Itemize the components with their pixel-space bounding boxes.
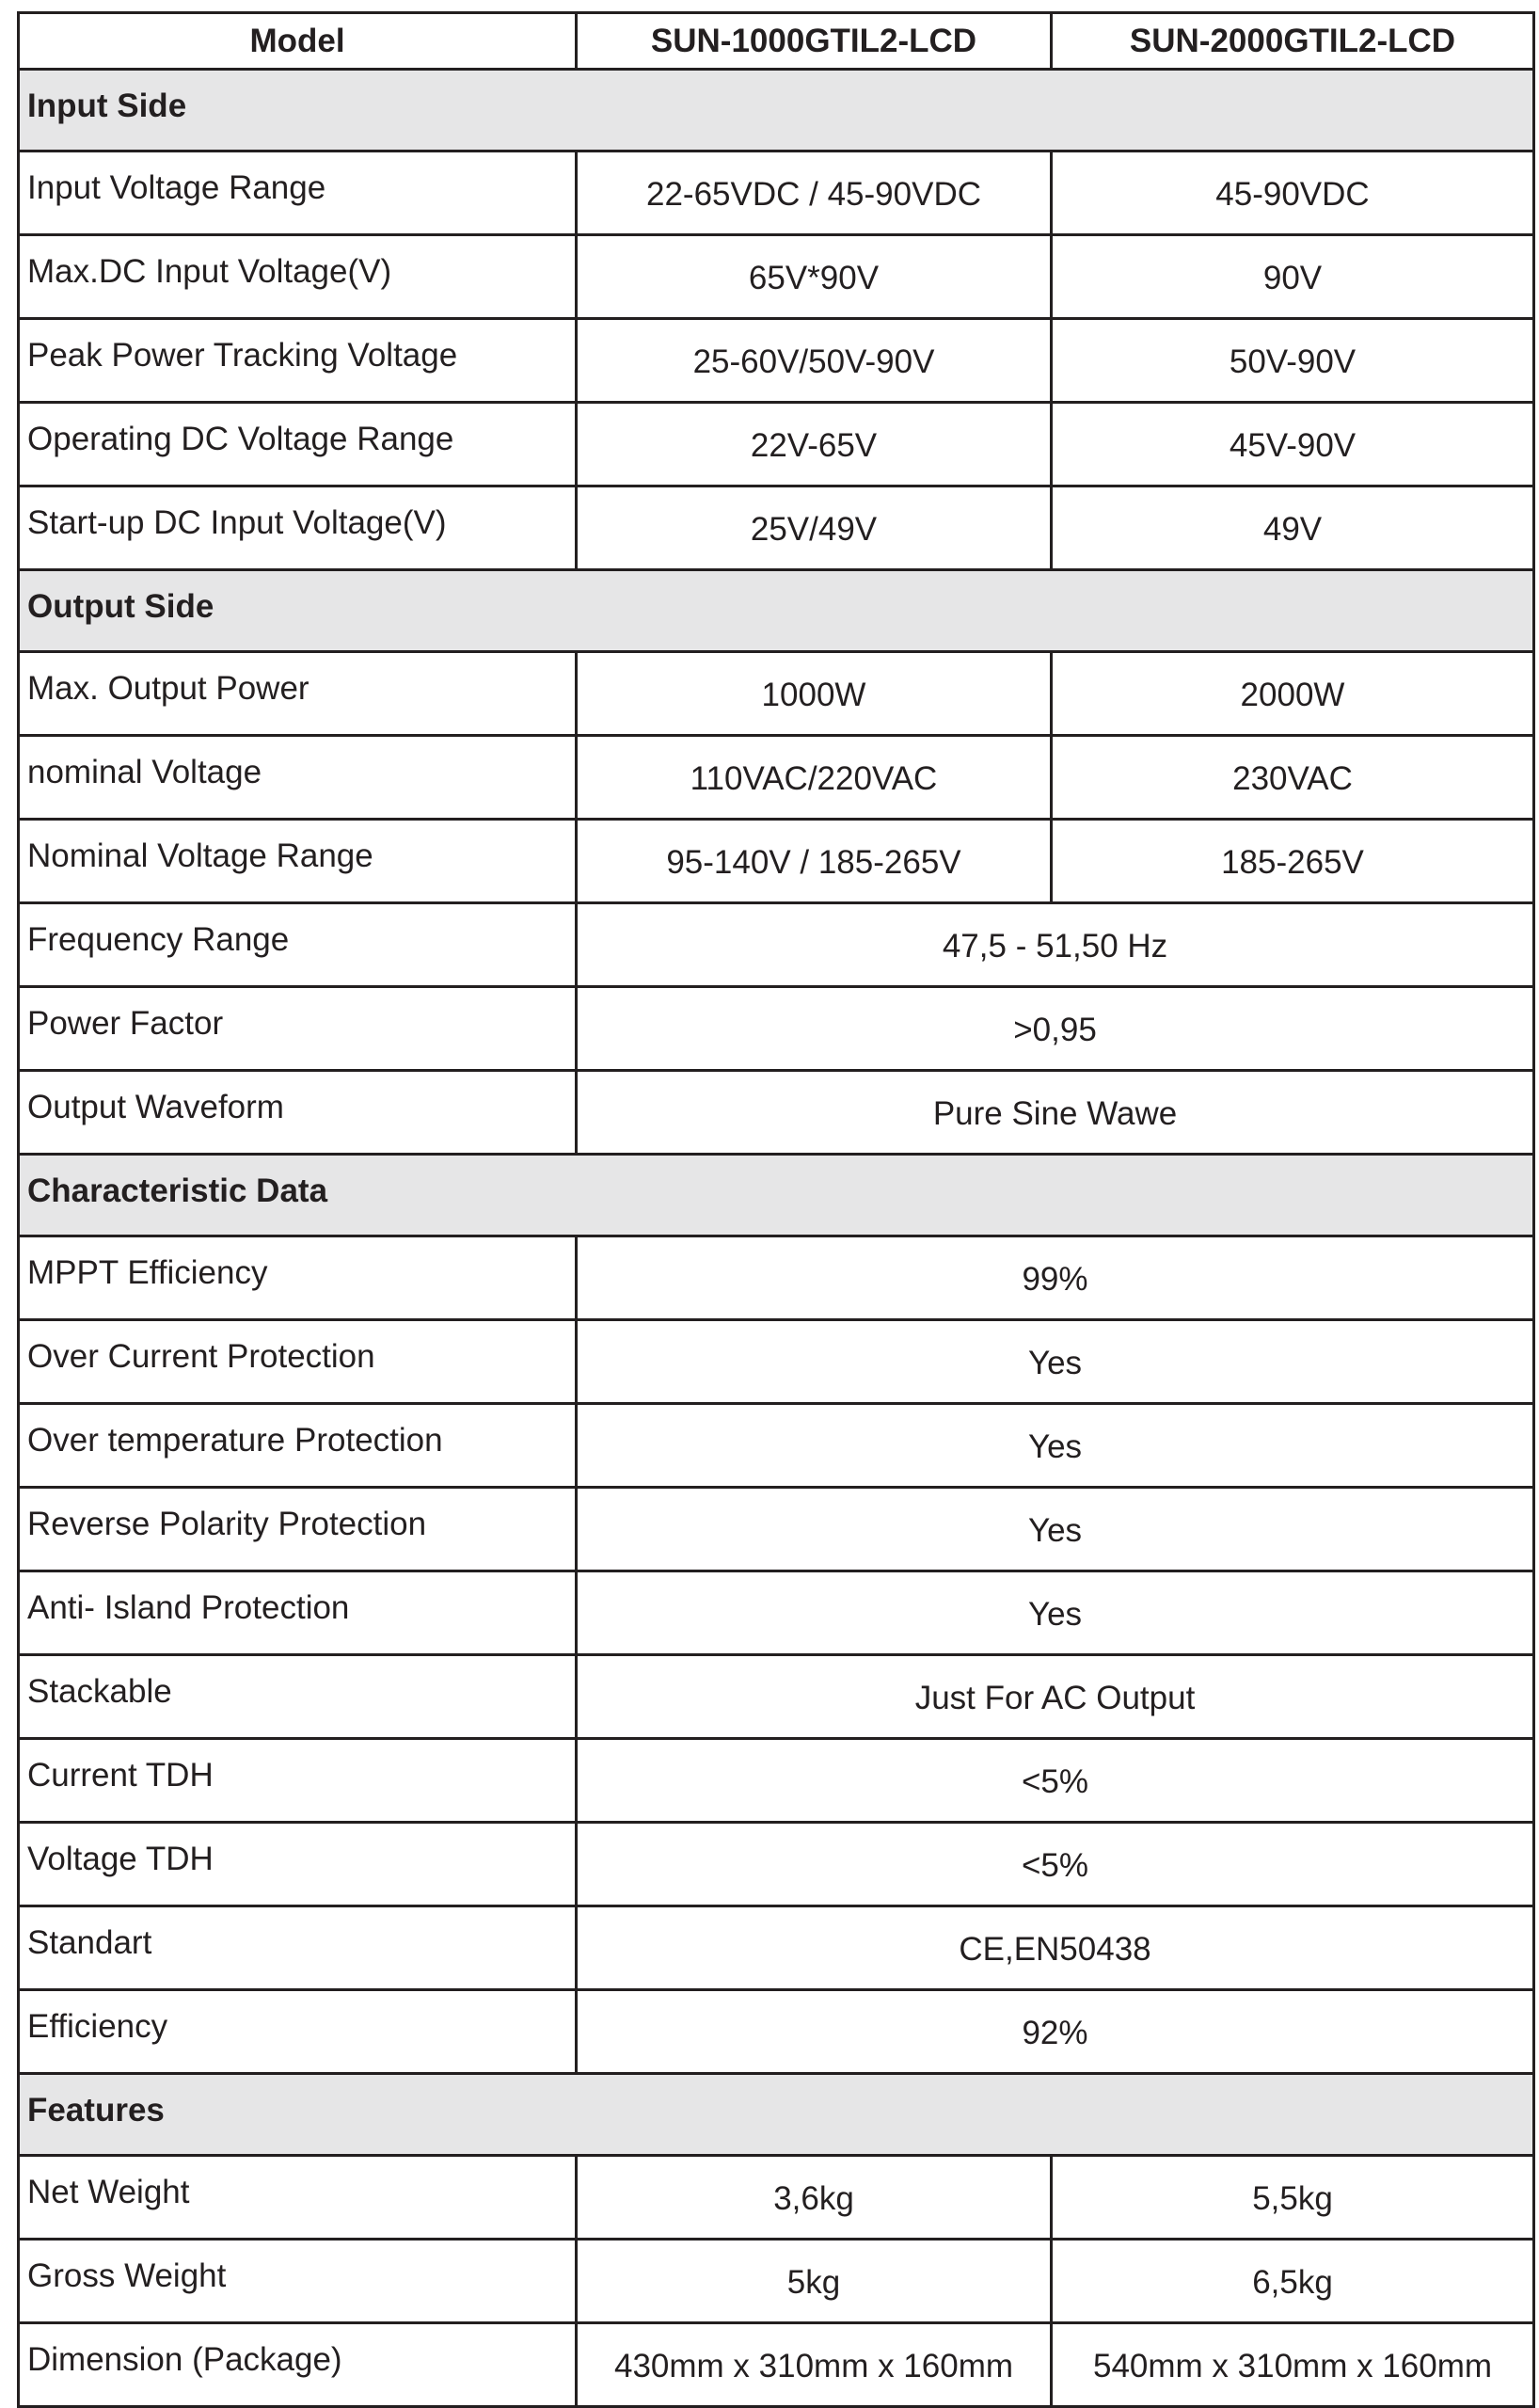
row-value-shared: <5% <box>577 1739 1534 1823</box>
table-row <box>19 1488 1534 1571</box>
row-value-shared: Just For AC Output <box>577 1655 1534 1739</box>
row-value-model-2: 230VAC <box>1052 736 1534 820</box>
table-row <box>19 403 1534 486</box>
row-value-shared: 47,5 - 51,50 Hz <box>577 903 1534 987</box>
table-row <box>19 2156 1534 2240</box>
spec-table <box>17 11 1535 2408</box>
section-title: Input Side <box>19 70 1534 151</box>
row-value-model-1: 5kg <box>577 2240 1052 2323</box>
table-row <box>19 1571 1534 1655</box>
section-header <box>19 2074 1534 2156</box>
header-model-2: SUN-2000GTIL2-LCD <box>1052 13 1534 70</box>
table-row <box>19 820 1534 903</box>
section-header <box>19 1155 1534 1236</box>
row-label: Input Voltage Range <box>19 151 577 235</box>
section-header <box>19 570 1534 652</box>
row-label: Anti- Island Protection <box>19 1571 577 1655</box>
row-label: Peak Power Tracking Voltage <box>19 319 577 403</box>
row-value-shared: Yes <box>577 1404 1534 1488</box>
row-value-shared: CE,EN50438 <box>577 1906 1534 1990</box>
row-value-model-1: 430mm x 310mm x 160mm <box>577 2323 1052 2407</box>
row-value-shared: 99% <box>577 1236 1534 1320</box>
row-value-model-2: 540mm x 310mm x 160mm <box>1052 2323 1534 2407</box>
row-value-model-1: 22-65VDC / 45-90VDC <box>577 151 1052 235</box>
row-value-shared: <5% <box>577 1823 1534 1906</box>
table-row <box>19 1990 1534 2074</box>
row-value-shared: Pure Sine Wawe <box>577 1071 1534 1155</box>
header-model-1: SUN-1000GTIL2-LCD <box>577 13 1052 70</box>
row-label: Frequency Range <box>19 903 577 987</box>
row-label: Over Current Protection <box>19 1320 577 1404</box>
table-row <box>19 2240 1534 2323</box>
row-value-model-1: 110VAC/220VAC <box>577 736 1052 820</box>
table-row <box>19 2323 1534 2407</box>
row-value-model-2: 90V <box>1052 235 1534 319</box>
row-label: Max. Output Power <box>19 652 577 736</box>
row-label: Voltage TDH <box>19 1823 577 1906</box>
row-value-model-1: 95-140V / 185-265V <box>577 820 1052 903</box>
row-label: Dimension (Package) <box>19 2323 577 2407</box>
row-label: Nominal Voltage Range <box>19 820 577 903</box>
row-value-model-2: 50V-90V <box>1052 319 1534 403</box>
table-row <box>19 736 1534 820</box>
section-title: Characteristic Data <box>19 1155 1534 1236</box>
row-label: Operating DC Voltage Range <box>19 403 577 486</box>
row-label: Reverse Polarity Protection <box>19 1488 577 1571</box>
section-title: Output Side <box>19 570 1534 652</box>
table-row <box>19 235 1534 319</box>
table-row <box>19 1823 1534 1906</box>
section-header <box>19 70 1534 151</box>
table-row <box>19 1320 1534 1404</box>
row-value-model-2: 5,5kg <box>1052 2156 1534 2240</box>
row-value-model-2: 185-265V <box>1052 820 1534 903</box>
table-row <box>19 652 1534 736</box>
row-label: Efficiency <box>19 1990 577 2074</box>
section-title: Features <box>19 2074 1534 2156</box>
table-row <box>19 987 1534 1071</box>
row-value-model-2: 45-90VDC <box>1052 151 1534 235</box>
table-row <box>19 1655 1534 1739</box>
row-label: Over temperature Protection <box>19 1404 577 1488</box>
row-value-model-2: 2000W <box>1052 652 1534 736</box>
row-label: Power Factor <box>19 987 577 1071</box>
spec-body <box>19 70 1534 2407</box>
table-row <box>19 903 1534 987</box>
row-value-shared: Yes <box>577 1571 1534 1655</box>
header-model: Model <box>19 13 577 70</box>
row-label: Max.DC Input Voltage(V) <box>19 235 577 319</box>
row-value-model-2: 6,5kg <box>1052 2240 1534 2323</box>
row-value-shared: Yes <box>577 1488 1534 1571</box>
row-value-model-1: 1000W <box>577 652 1052 736</box>
table-row <box>19 319 1534 403</box>
table-row <box>19 1404 1534 1488</box>
table-row <box>19 1739 1534 1823</box>
row-label: Net Weight <box>19 2156 577 2240</box>
header-row <box>19 13 1534 70</box>
table-row <box>19 1071 1534 1155</box>
row-value-model-1: 25V/49V <box>577 486 1052 570</box>
row-value-shared: 92% <box>577 1990 1534 2074</box>
row-value-model-1: 25-60V/50V-90V <box>577 319 1052 403</box>
row-value-model-1: 3,6kg <box>577 2156 1052 2240</box>
table-row <box>19 151 1534 235</box>
row-label: Current TDH <box>19 1739 577 1823</box>
row-value-model-2: 45V-90V <box>1052 403 1534 486</box>
row-value-model-1: 65V*90V <box>577 235 1052 319</box>
row-label: Gross Weight <box>19 2240 577 2323</box>
row-value-model-2: 49V <box>1052 486 1534 570</box>
row-label: Standart <box>19 1906 577 1990</box>
row-label: MPPT Efficiency <box>19 1236 577 1320</box>
row-label: Stackable <box>19 1655 577 1739</box>
row-label: nominal Voltage <box>19 736 577 820</box>
row-value-shared: Yes <box>577 1320 1534 1404</box>
row-value-model-1: 22V-65V <box>577 403 1052 486</box>
table-row <box>19 1906 1534 1990</box>
table-row <box>19 1236 1534 1320</box>
table-row <box>19 486 1534 570</box>
row-value-shared: >0,95 <box>577 987 1534 1071</box>
row-label: Start-up DC Input Voltage(V) <box>19 486 577 570</box>
row-label: Output Waveform <box>19 1071 577 1155</box>
